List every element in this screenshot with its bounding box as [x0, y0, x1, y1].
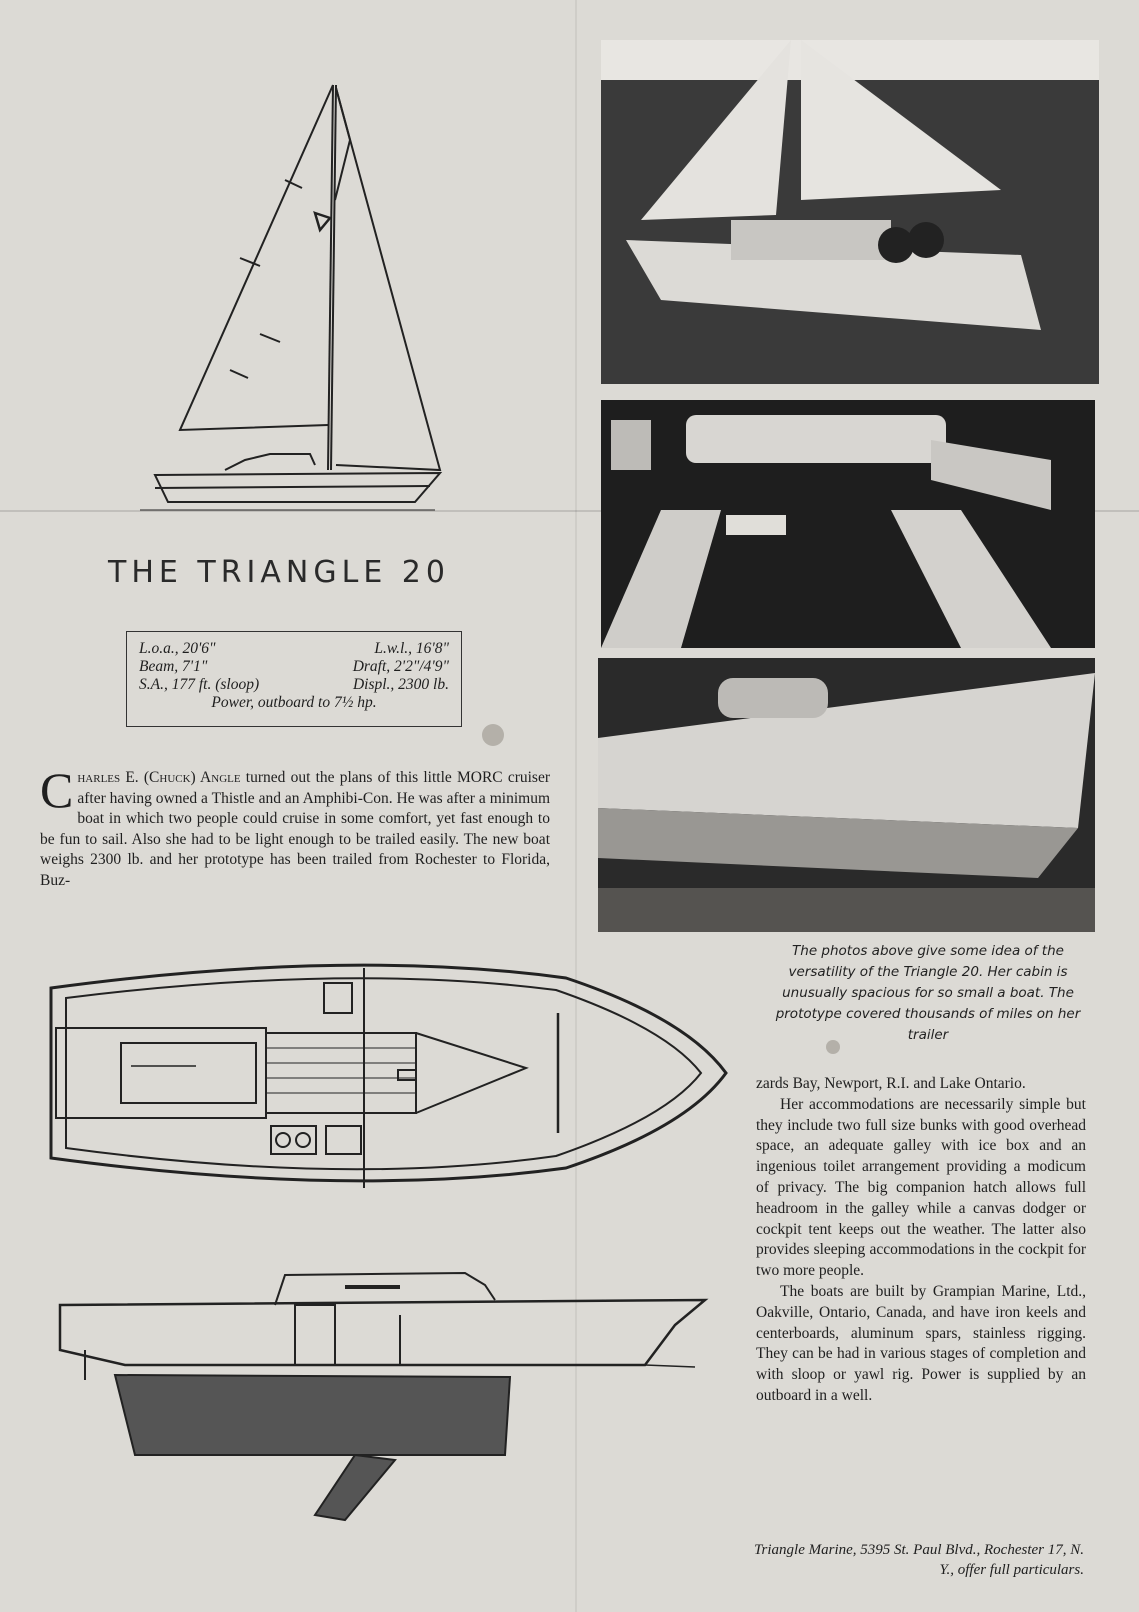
hull-profile-drawing [55, 1255, 715, 1520]
ink-stain [482, 724, 504, 746]
spec-row [139, 676, 449, 694]
sail-plan-drawing [140, 80, 450, 530]
spec-draft: Draft, 2'2"/4'9" [352, 658, 449, 675]
photo-cabin-interior [601, 400, 1095, 648]
photo-boat-on-trailer [598, 658, 1095, 932]
article-title: THE TRIANGLE 20 [108, 555, 450, 590]
intro-paragraph [40, 762, 550, 891]
photo-caption: The photos above give some idea of the versatility of the Triangle 20. Her cabin is unusually spacious for so small a boat. The prototype covered thousands of miles on her trailer [775, 943, 1081, 1043]
accommodation-plan-drawing [46, 958, 726, 1203]
accommodations-paragraph: Her accommodations are necessarily simple but they include two full size bunks with good overhead space, an adequate galley with ice box and an ingenious toilet arrangement providing a modicum of privacy. The big companion hatch allows full headroom in the galley while a canvas dodger or cockpit tent keeps out the weather. The latter also provides sleeping accommodations in the cockpit for two more people. [756, 1095, 1086, 1280]
spec-power: Power, outboard to 7½ hp. [211, 694, 377, 711]
article-column-right [756, 1074, 1086, 1407]
spec-lwl: L.w.l., 16'8" [374, 640, 449, 657]
continued-text: zards Bay, Newport, R.I. and Lake Ontario. [756, 1075, 1026, 1092]
intro-leadin: harles E. (Chuck) Angle [77, 769, 241, 786]
spec-row [139, 640, 449, 658]
spec-beam: Beam, 7'1" [139, 658, 208, 675]
spec-row [139, 658, 449, 676]
builder-paragraph: The boats are built by Grampian Marine, Ltd., Oakville, Ontario, Canada, and have iron keels and centerboards, aluminum spars, stainless rigging. They can be had in various stages of completion and with sloop or yawl rig. Power is supplied by an outboard in a well. [756, 1282, 1086, 1404]
spec-displacement: Displ., 2300 lb. [352, 676, 449, 693]
specifications-box [126, 631, 462, 727]
intro-body: turned out the plans of this little MORC cruiser after having owned a Thistle and an Amphibi-Con. He was after a minimum boat in which two people could cruise in some comfort, yet fast enough to be fun to sail. Also she had to be light enough to be trailed easily. The new boat weighs 2300 lb. and her prototype has been trailed from Rochester to Florida, Buz- [40, 769, 550, 889]
contact-credit: Triangle Marine, 5395 St. Paul Blvd., Rochester 17, N. Y., offer full particulars. [754, 1542, 1084, 1578]
photo-boat-sailing [601, 40, 1099, 384]
spec-loa: L.o.a., 20'6" [139, 640, 216, 657]
drop-cap: C [40, 762, 74, 818]
spec-sail-area: S.A., 177 ft. (sloop) [139, 676, 260, 693]
